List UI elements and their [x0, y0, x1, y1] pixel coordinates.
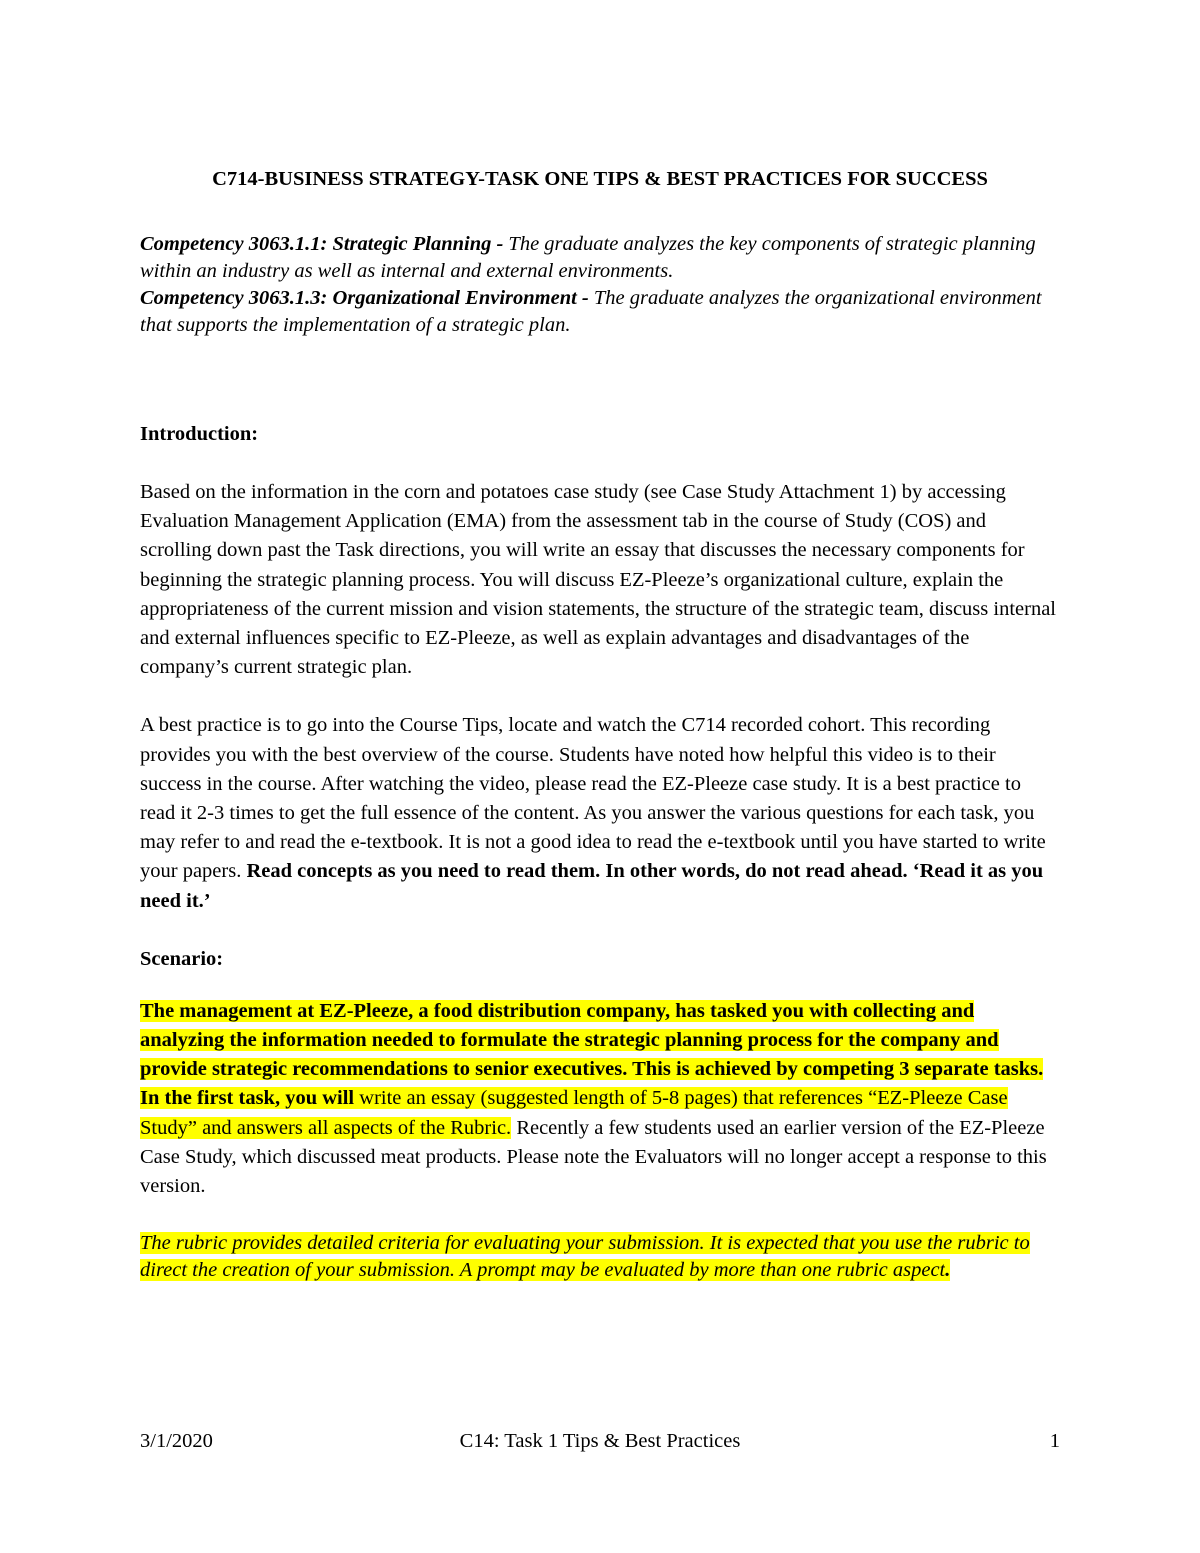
competency-1-text: The graduate analyzes the key components of strategic planning within an industry as well as internal and external environments.: [140, 233, 1036, 282]
page-content: [140, 168, 1060, 1284]
document-title: C714-BUSINESS STRATEGY-TASK ONE TIPS & BEST PRACTICES FOR SUCCESS: [212, 168, 988, 190]
scenario-paragraph: [140, 997, 1060, 1201]
competency-2: [140, 285, 1060, 339]
introduction-paragraph-1: Based on the information in the corn and potatoes case study (see Case Study Attachment 1) by accessing Evaluation Management Application (EMA) from the assessment tab in the course of Study (COS) and scrolling down past the Task directions, you will write an essay that discusses the necessary components for beginning the strategic planning process. You will discuss EZ-Pleeze’s organizational culture, explain the appropriateness of the current mission and vision statements, the structure of the strategic team, discuss internal and external influences specific to EZ-Pleeze, as well as explain advantages and disadvantages of the company’s current strategic plan.: [140, 481, 1056, 679]
rubric-note-highlight: The rubric provides detailed criteria for evaluating your submission. It is expected that you use the rubric to direct the creation of your submission. A prompt may be evaluated by more than one rubric aspect: [140, 1232, 1030, 1282]
competency-1: [140, 231, 1060, 285]
footer-title: C14: Task 1 Tips & Best Practices: [459, 1430, 741, 1452]
footer-page-number: 1: [1049, 1430, 1060, 1452]
scenario-heading: Scenario:: [140, 947, 224, 970]
competency-2-label: Competency 3063.1.3: Organizational Environment -: [140, 287, 594, 309]
introduction-paragraph-2: [140, 711, 1060, 915]
introduction-paragraph-2-bold: Read concepts as you need to read them. In other words, do not read ahead. ‘Read it as you need it.’: [140, 860, 1044, 912]
rubric-note: [140, 1230, 1060, 1284]
page-footer: [140, 1430, 1060, 1460]
introduction-heading: Introduction:: [140, 423, 259, 445]
footer-date: 3/1/2020: [140, 1430, 213, 1452]
introduction-paragraph-2-text: A best practice is to go into the Course Tips, locate and watch the C714 recorded cohort. This recording provides you with the best overview of the course. Students have noted how helpful this video is to their success in the course. After watching the video, please read the EZ-Pleeze case study. It is a best practice to read it 2-3 times to get the full essence of the content. As you answer the various questions for each task, you may refer to and read the e-textbook. It is not a good idea to read the e-textbook until you have started to write your papers.: [140, 714, 1046, 883]
scenario-regular-highlight: write an essay (suggested length of 5-8 pages) that references “EZ-Pleeze Case Study” and answers all aspects of the Rubric.: [140, 1087, 1008, 1139]
competency-1-label: Competency 3063.1.1: Strategic Planning -: [140, 233, 509, 255]
competency-2-text: The graduate analyzes the organizational environment that supports the implementation of a strategic plan.: [140, 287, 1042, 336]
scenario-bold-highlight: The management at EZ-Pleeze, a food distribution company, has tasked you with collecting and analyzing the information needed to formulate the strategic planning process for the company and provide strategic recommendations to senior executives. This is achieved by competing 3 separate tasks. In the first task, you will: [140, 999, 1044, 1110]
scenario-regular: Recently a few students used an earlier version of the EZ-Pleeze Case Study, which discussed meat products. Please note the Evaluators will no longer accept a response to this version.: [140, 1116, 1047, 1198]
rubric-note-end: .: [945, 1259, 951, 1282]
